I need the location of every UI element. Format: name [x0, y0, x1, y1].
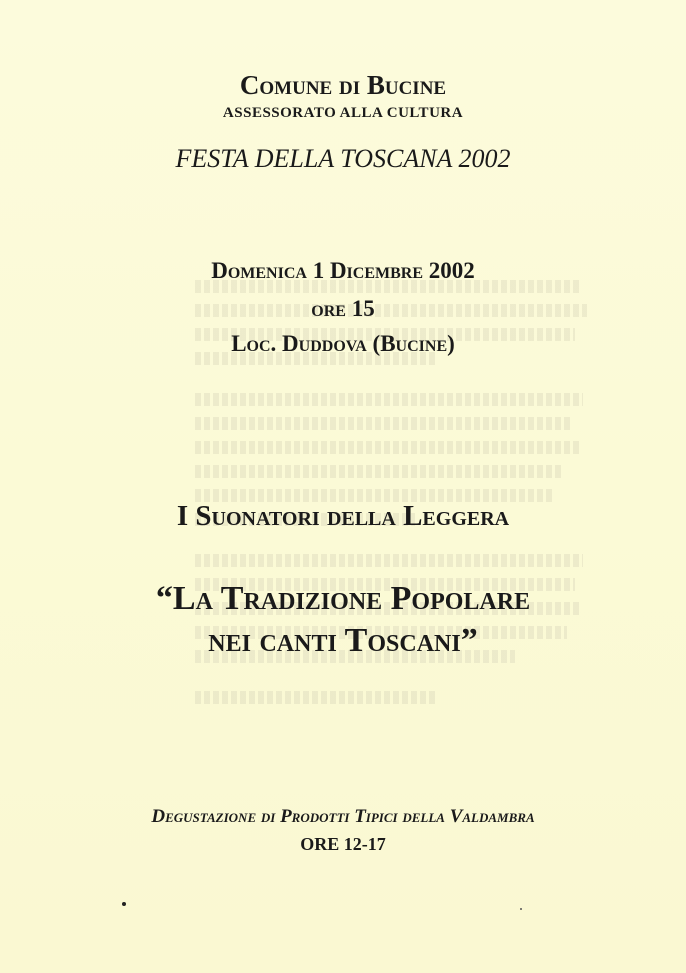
- ink-speck: [122, 902, 126, 906]
- comune-heading: Comune di Bucine: [239, 70, 447, 100]
- program-title-line-1: “La Tradizione Popolare: [155, 580, 531, 617]
- festa-title: FESTA DELLA TOSCANA 2002: [175, 144, 511, 173]
- ink-speck-2: [520, 908, 522, 910]
- tasting-time: ORE 12-17: [300, 834, 386, 854]
- event-time: ore 15: [311, 296, 375, 321]
- tasting-label: Degustazione di Prodotti Tipici della Valdambra: [151, 806, 535, 827]
- event-date: Domenica 1 Dicembre 2002: [211, 258, 475, 283]
- performers-name: I Suonatori della Leggera: [176, 500, 510, 532]
- event-location: Loc. Duddova (Bucine): [231, 331, 455, 356]
- program-title-line-2: nei canti Toscani”: [208, 622, 478, 659]
- assessorato-subheading: ASSESSORATO ALLA CULTURA: [222, 105, 464, 121]
